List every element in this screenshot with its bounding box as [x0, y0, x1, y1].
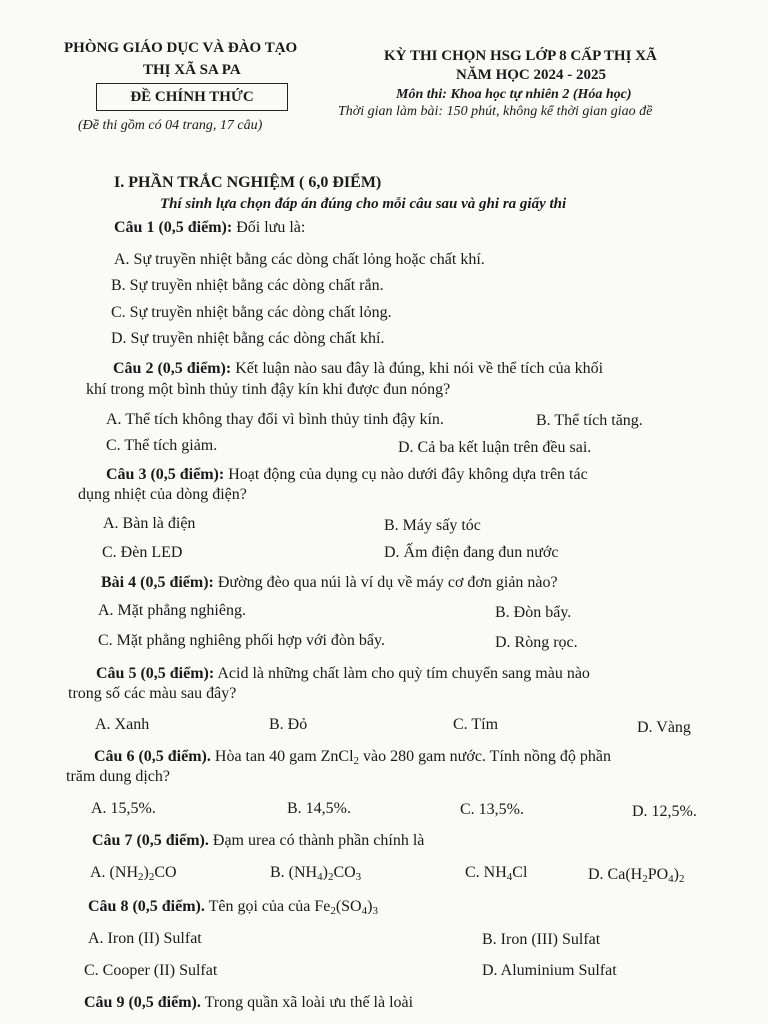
q2-option-b: B. Thể tích tăng. — [536, 412, 643, 429]
question-1-label: Câu 1 (0,5 điểm): — [114, 219, 233, 236]
question-7-label: Câu 7 (0,5 điểm). — [92, 832, 209, 849]
question-8-label: Câu 8 (0,5 điểm). — [88, 898, 205, 915]
question-6 — [94, 748, 611, 766]
q7-option-d — [588, 866, 685, 884]
q5-option-c: C. Tím — [453, 716, 499, 733]
time-line: Thời gian làm bài: 150 phút, không kể thời gian giao đề — [338, 104, 653, 119]
question-3 — [106, 466, 588, 484]
official-exam-box — [96, 83, 288, 111]
q7-option-b — [270, 864, 361, 882]
department-name: PHÒNG GIÁO DỤC VÀ ĐÀO TẠO — [64, 40, 298, 56]
q4-option-d: D. Ròng rọc. — [495, 634, 578, 651]
q8-option-c: C. Cooper (II) Sulfat — [84, 962, 218, 979]
subject-line: Môn thi: Khoa học tự nhiên 2 (Hóa học) — [396, 87, 632, 102]
question-3-text-2: dụng nhiệt của dòng điện? — [78, 486, 247, 503]
q7-b-sub: 4 — [317, 871, 323, 883]
q4-option-c: C. Mặt phẳng nghiêng phối hợp với đòn bẩy. — [98, 632, 385, 649]
section-title: I. PHẦN TRẮC NGHIỆM ( 6,0 ĐIỂM) — [114, 174, 382, 191]
q7-a-sub: 2 — [138, 871, 144, 883]
q2-option-a: A. Thể tích không thay đổi vì bình thủy tinh đậy kín. — [106, 411, 444, 428]
section-instruction: Thí sinh lựa chọn đáp án đúng cho mỗi câu sau và ghi ra giấy thi — [160, 196, 567, 212]
question-6-text-2: trăm dung dịch? — [66, 768, 170, 785]
q7-d-sub: 4 — [668, 873, 674, 885]
q7-b-part: CO — [333, 864, 356, 881]
q4-option-b: B. Đòn bẩy. — [495, 604, 572, 621]
question-5 — [96, 665, 590, 683]
q8-sub: 3 — [372, 905, 378, 917]
question-4 — [101, 574, 558, 592]
question-2-text-1: Kết luận nào sau đây là đúng, khi nói về thể tích của khối — [231, 360, 604, 377]
q3-option-b: B. Máy sấy tóc — [384, 517, 481, 534]
q1-option-d: D. Sự truyền nhiệt bằng các dòng chất khí. — [111, 330, 385, 347]
q2-option-c: C. Thể tích giảm. — [106, 437, 218, 454]
q7-c-part: C. NH — [465, 864, 507, 881]
question-7 — [92, 832, 424, 850]
q6-option-a: A. 15,5%. — [91, 800, 156, 817]
question-9-text: Trong quần xã loài ưu thế là loài — [200, 994, 414, 1011]
q8-sub: 4 — [361, 905, 368, 917]
q2-option-d: D. Cả ba kết luận trên đều sai. — [398, 439, 592, 456]
q8-sub: 2 — [330, 905, 336, 917]
q7-b-sub: 3 — [355, 871, 362, 883]
q7-d-part: PO — [647, 866, 669, 883]
q4-option-a: A. Mặt phẳng nghiêng. — [98, 602, 246, 619]
question-1-text: Đối lưu là: — [232, 219, 306, 236]
q1-option-c: C. Sự truyền nhiệt bằng các dòng chất lỏng. — [111, 304, 392, 321]
q1-option-b: B. Sự truyền nhiệt bằng các dòng chất rắn. — [111, 277, 384, 294]
question-3-label: Câu 3 (0,5 điểm): — [106, 466, 225, 483]
question-5-text-2: trong số các màu sau đây? — [68, 685, 237, 702]
school-year: NĂM HỌC 2024 - 2025 — [456, 67, 606, 83]
q7-option-c — [465, 864, 527, 882]
q8-part: (SO — [335, 898, 362, 915]
question-1 — [114, 219, 305, 237]
q7-a-part: ) — [143, 864, 149, 881]
q7-d-part: ) — [673, 866, 679, 883]
q6-option-b: B. 14,5%. — [287, 800, 351, 817]
q3-option-a: A. Bàn là điện — [103, 515, 196, 532]
pages-note: (Đề thi gồm có 04 trang, 17 câu) — [78, 118, 263, 133]
question-7-text: Đạm urea có thành phần chính là — [208, 832, 425, 849]
question-5-text-1: Acid là những chất làm cho quỳ tím chuyển sang màu nào — [214, 665, 590, 682]
question-4-label: Bài 4 (0,5 điểm): — [101, 574, 214, 591]
q7-a-part: A. (NH — [90, 864, 138, 881]
exam-title: KỲ THI CHỌN HSG LỚP 8 CẤP THỊ XÃ — [384, 48, 657, 64]
q7-d-sub: 2 — [642, 873, 648, 885]
q8-part: ) — [367, 898, 373, 915]
question-6-label: Câu 6 (0,5 điểm). — [94, 748, 211, 765]
question-2-label: Câu 2 (0,5 điểm): — [113, 360, 232, 377]
official-exam-label: ĐỀ CHÍNH THỨC — [130, 88, 254, 105]
q7-b-sub: 2 — [327, 871, 334, 883]
question-8-text: Tên gọi của của Fe — [204, 898, 331, 915]
question-3-text-1: Hoạt động của dụng cụ nào dưới đây không dựa trên tác — [224, 466, 588, 483]
q8-option-d: D. Aluminium Sulfat — [482, 962, 617, 979]
q7-option-a — [90, 864, 177, 882]
q7-c-sub: 4 — [506, 871, 513, 883]
question-6-subscript: 2 — [353, 755, 360, 767]
q6-option-c: C. 13,5%. — [460, 801, 524, 818]
district-name: THỊ XÃ SA PA — [143, 62, 241, 78]
question-4-text: Đường đèo qua núi là ví dụ về máy cơ đơn giản nào? — [213, 574, 558, 591]
q8-option-b: B. Iron (III) Sulfat — [482, 931, 601, 948]
q5-option-d: D. Vàng — [637, 719, 691, 736]
q3-option-c: C. Đèn LED — [102, 544, 183, 561]
question-6-text-pre: Hòa tan 40 gam ZnCl — [210, 748, 354, 765]
q5-option-b: B. Đỏ — [269, 716, 308, 733]
q3-option-d: D. Ấm điện đang đun nước — [384, 544, 559, 561]
q7-b-part: B. (NH — [270, 864, 318, 881]
q5-option-a: A. Xanh — [95, 716, 150, 733]
question-5-label: Câu 5 (0,5 điểm): — [96, 665, 215, 682]
q7-a-part: CO — [154, 864, 177, 881]
q8-option-a: A. Iron (II) Sulfat — [88, 930, 202, 947]
question-2 — [113, 360, 603, 378]
question-9 — [84, 994, 413, 1012]
question-8 — [88, 898, 378, 916]
q7-a-sub: 2 — [148, 871, 155, 883]
q7-d-part: D. Ca(H — [588, 866, 643, 883]
q7-c-part: Cl — [512, 864, 528, 881]
question-6-text-post: vào 280 gam nước. Tính nồng độ phần — [359, 748, 611, 765]
question-2-text-2: khí trong một bình thủy tinh đậy kín khi được đun nóng? — [86, 381, 451, 398]
q7-b-part: ) — [322, 864, 328, 881]
q6-option-d: D. 12,5%. — [632, 803, 697, 820]
question-9-label: Câu 9 (0,5 điểm). — [84, 994, 201, 1011]
q7-d-sub: 2 — [679, 873, 685, 885]
q1-option-a: A. Sự truyền nhiệt bằng các dòng chất lỏng hoặc chất khí. — [114, 251, 485, 268]
